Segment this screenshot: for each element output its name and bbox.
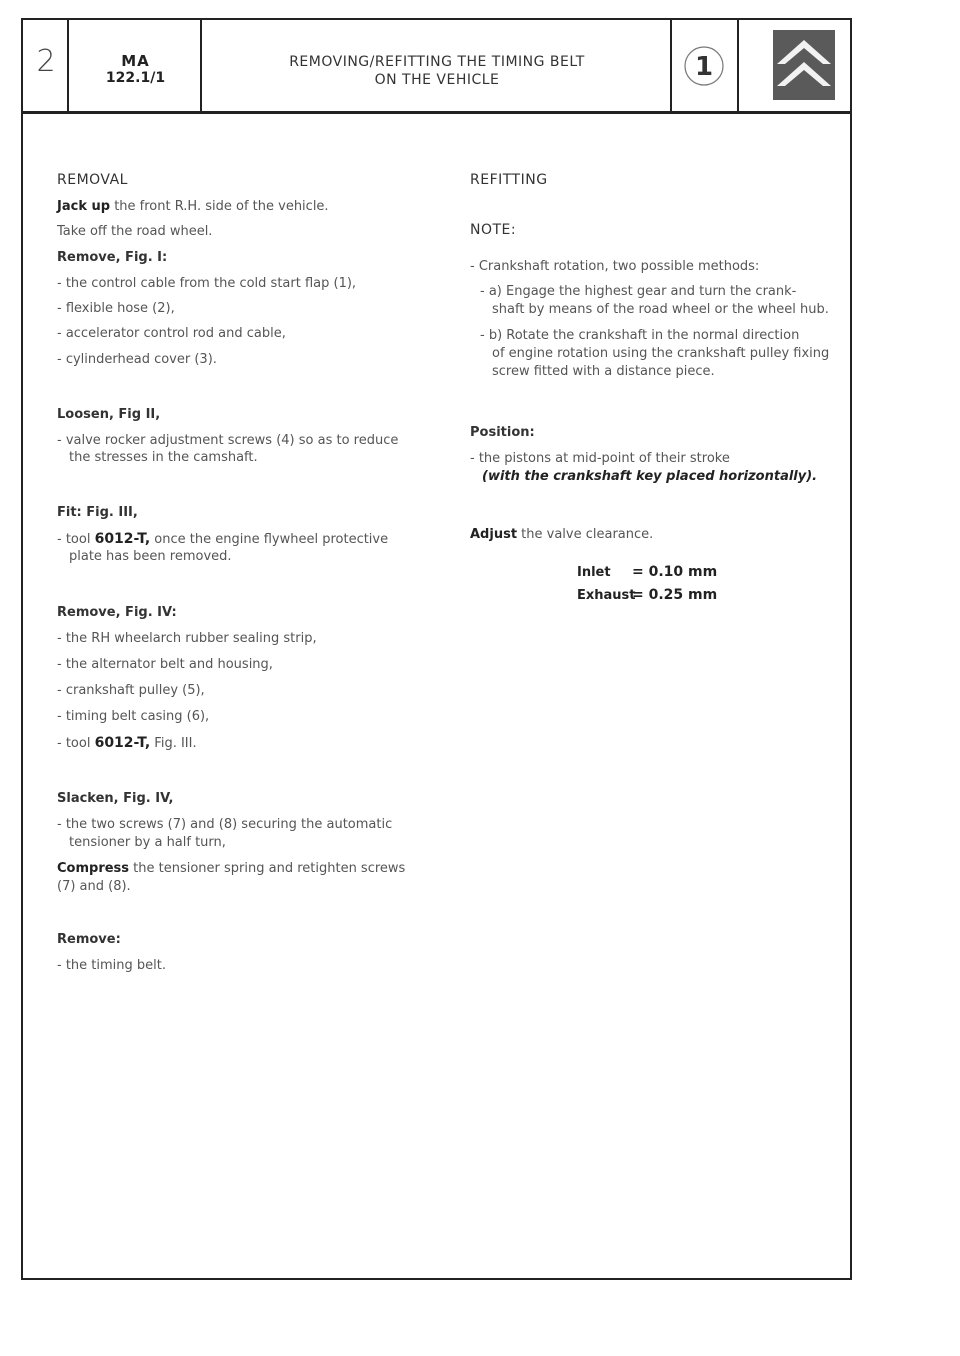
refitting-heading: REFITTING <box>470 172 548 188</box>
jack-up-keyword: Jack up <box>57 199 111 214</box>
loosen-line1: - valve rocker adjustment screws (4) so as to reduce <box>57 433 399 448</box>
page-number: 2 <box>36 44 56 79</box>
removal-heading: REMOVAL <box>57 172 128 188</box>
compress-keyword: Compress <box>57 861 130 876</box>
remove-tool-code: 6012-T, <box>94 735 151 751</box>
remove-tool-prefix: - tool <box>57 736 95 751</box>
fit-line1-suffix: once the engine flywheel protective <box>150 532 389 547</box>
document-title-line1: REMOVING/REFITTING THE TIMING BELT <box>289 54 585 70</box>
page-number-cell <box>23 20 69 111</box>
remove-fig4-item: - crankshaft pulley (5), <box>57 683 205 698</box>
slacken-line1: - the two screws (7) and (8) securing the automatic <box>57 817 393 832</box>
fit-line2: plate has been removed. <box>69 549 232 564</box>
position-heading: Position: <box>470 425 535 440</box>
remove-fig4-item: - the RH wheelarch rubber sealing strip, <box>57 631 317 646</box>
inlet-label: Inlet <box>577 565 611 580</box>
remove-fig1-item: - flexible hose (2), <box>57 301 175 316</box>
exhaust-value: = 0.25 mm <box>632 587 718 603</box>
remove-fig1-heading: Remove, Fig. I: <box>57 250 168 265</box>
position-line1: - the pistons at mid-point of their stroke <box>470 451 730 466</box>
page-header <box>23 20 850 114</box>
note-heading: NOTE: <box>470 222 517 238</box>
loosen-heading: Loosen, Fig II, <box>57 407 161 422</box>
crankshaft-rotation-line: - Crankshaft rotation, two possible methods: <box>470 259 760 274</box>
document-code-line1: MA <box>121 52 150 70</box>
fit-heading: Fit: Fig. III, <box>57 505 138 520</box>
remove-fig4-item: - timing belt casing (6), <box>57 709 210 724</box>
compress-text: the tensioner spring and retighten screws <box>129 861 406 876</box>
remove-belt-item: - the timing belt. <box>57 958 166 973</box>
remove-fig1-item: - the control cable from the cold start flap (1), <box>57 276 357 291</box>
compress-line1 <box>57 861 405 877</box>
adjust-keyword: Adjust <box>470 527 518 542</box>
remove-fig4-heading: Remove, Fig. IV: <box>57 605 177 620</box>
method-a-line2: shaft by means of the road wheel or the wheel hub. <box>492 302 829 317</box>
remove-fig1-item: - accelerator control rod and cable, <box>57 326 286 341</box>
document-title-cell <box>202 20 672 111</box>
document-title-line2: ON THE VEHICLE <box>374 72 500 88</box>
method-b-line2: of engine rotation using the crankshaft pulley fixing <box>492 346 830 361</box>
fit-line1-prefix: - tool <box>57 532 95 547</box>
fit-tool-code: 6012-T, <box>94 531 151 547</box>
document-code-line2: 122.1/1 <box>105 70 166 86</box>
circled-number-badge <box>682 44 726 88</box>
chevron-logo-icon <box>773 30 835 100</box>
take-off-line: Take off the road wheel. <box>57 224 213 239</box>
fit-line1 <box>57 531 388 548</box>
adjust-text: the valve clearance. <box>517 527 654 542</box>
badge-number: 1 <box>694 52 714 82</box>
jack-up-line <box>57 199 329 215</box>
loosen-line2: the stresses in the camshaft. <box>69 450 258 465</box>
slacken-line2: tensioner by a half turn, <box>69 835 226 850</box>
method-b-line3: screw fitted with a distance piece. <box>492 364 715 379</box>
remove-fig4-tool-line <box>57 735 197 752</box>
logo-cell <box>739 20 850 111</box>
document-code-cell <box>69 20 202 111</box>
position-line2: (with the crankshaft key placed horizontally). <box>482 469 818 484</box>
exhaust-label: Exhaust <box>577 588 636 603</box>
badge-cell <box>672 20 739 111</box>
remove-fig1-item: - cylinderhead cover (3). <box>57 352 217 367</box>
jack-up-text: the front R.H. side of the vehicle. <box>110 199 329 214</box>
adjust-line <box>470 527 653 543</box>
method-a-line1: - a) Engage the highest gear and turn the crank- <box>480 284 797 299</box>
remove-belt-heading: Remove: <box>57 932 121 947</box>
inlet-value: = 0.10 mm <box>632 564 718 580</box>
compress-line2: (7) and (8). <box>57 879 131 894</box>
slacken-heading: Slacken, Fig. IV, <box>57 791 174 806</box>
remove-fig4-item: - the alternator belt and housing, <box>57 657 273 672</box>
remove-tool-suffix: Fig. III. <box>150 736 197 751</box>
method-b-line1: - b) Rotate the crankshaft in the normal direction <box>480 328 800 343</box>
